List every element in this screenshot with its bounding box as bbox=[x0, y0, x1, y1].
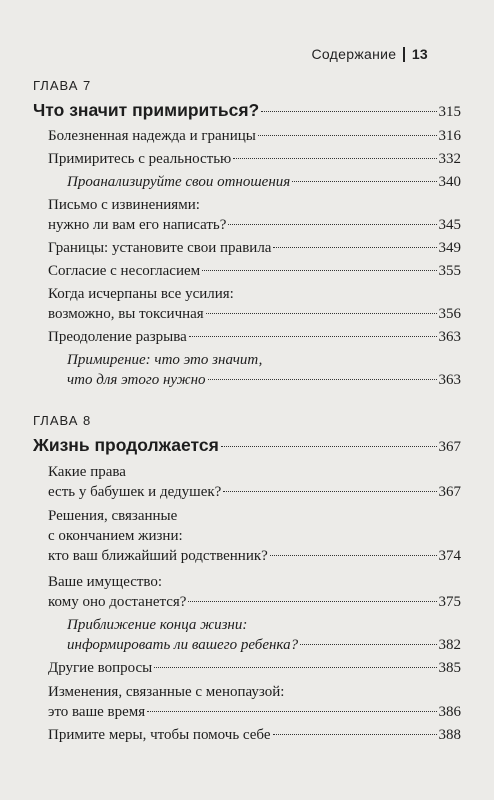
toc-entry bbox=[48, 261, 461, 281]
entry-text: Проанализируйте свои отношения bbox=[67, 174, 291, 190]
toc-entry bbox=[48, 658, 461, 678]
leader-dots bbox=[228, 224, 436, 225]
toc-entry bbox=[48, 572, 461, 612]
toc-subentry bbox=[67, 172, 461, 192]
leader-dots bbox=[292, 181, 436, 182]
entry-text: информировать ли вашего ребенка? bbox=[67, 637, 299, 653]
entry-text: с окончанием жизни: bbox=[48, 528, 183, 544]
entry-text: Согласие с несогласием bbox=[48, 263, 201, 279]
toc-subentry bbox=[67, 615, 461, 655]
chapter-8-title bbox=[33, 435, 461, 456]
entry-page: 382 bbox=[438, 637, 461, 653]
entry-text: Письмо с извинениями: bbox=[48, 197, 200, 213]
entry-page: 385 bbox=[438, 660, 461, 676]
entry-text: есть у бабушек и дедушек? bbox=[48, 484, 222, 500]
entry-text: Другие вопросы bbox=[48, 660, 153, 676]
leader-dots bbox=[188, 601, 436, 602]
toc-entry bbox=[48, 238, 461, 258]
toc-entry bbox=[48, 506, 461, 566]
entry-text: Изменения, связанные с менопаузой: bbox=[48, 684, 285, 700]
entry-page: 345 bbox=[438, 217, 461, 233]
entry-text: Примирение: что это значит, bbox=[67, 352, 263, 368]
header-separator bbox=[403, 47, 405, 62]
entry-page: 374 bbox=[438, 548, 461, 564]
entry-page: 340 bbox=[438, 174, 461, 190]
leader-dots bbox=[270, 555, 437, 556]
chapter-8-page: 367 bbox=[438, 439, 461, 455]
header-page-number: 13 bbox=[411, 46, 428, 62]
entry-page: 316 bbox=[438, 128, 461, 144]
chapter-7-title bbox=[33, 100, 461, 121]
entry-page: 386 bbox=[438, 704, 461, 720]
toc-entry bbox=[48, 284, 461, 324]
entry-text: Ваше имущество: bbox=[48, 574, 163, 590]
entry-text: кто ваш ближайший родственник? bbox=[48, 548, 268, 564]
entry-text: Примите меры, чтобы помочь себе bbox=[48, 727, 271, 743]
entry-page: 388 bbox=[438, 727, 461, 743]
toc-entry bbox=[48, 462, 461, 502]
leader-dots bbox=[202, 270, 436, 271]
entry-page: 375 bbox=[438, 594, 461, 610]
entry-page: 356 bbox=[438, 306, 461, 322]
running-header bbox=[311, 46, 428, 62]
entry-text: Когда исчерпаны все усилия: bbox=[48, 286, 234, 302]
entry-text: Границы: установите свои правила bbox=[48, 240, 272, 256]
entry-text: Болезненная надежда и границы bbox=[48, 128, 256, 144]
entry-page: 363 bbox=[438, 372, 461, 388]
toc-entry bbox=[48, 725, 461, 745]
leader-dots bbox=[154, 667, 436, 668]
leader-dots bbox=[273, 247, 436, 248]
leader-dots bbox=[233, 158, 436, 159]
chapter-8-label: ГЛАВА 8 bbox=[33, 413, 92, 428]
toc-entry bbox=[48, 126, 461, 146]
leader-dots bbox=[221, 446, 437, 447]
leader-dots bbox=[189, 336, 437, 337]
leader-dots bbox=[147, 711, 436, 712]
entry-page: 332 bbox=[438, 151, 461, 167]
entry-text: Приближение конца жизни: bbox=[67, 617, 248, 633]
entry-text: что для этого нужно bbox=[67, 372, 206, 388]
entry-text: возможно, вы токсичная bbox=[48, 306, 204, 322]
entry-text: Примиритесь с реальностью bbox=[48, 151, 232, 167]
entry-page: 355 bbox=[438, 263, 461, 279]
leader-dots bbox=[273, 734, 437, 735]
chapter-7-label: ГЛАВА 7 bbox=[33, 78, 92, 93]
toc-entry bbox=[48, 327, 461, 347]
toc-entry bbox=[48, 149, 461, 169]
entry-text: кому оно достанется? bbox=[48, 594, 187, 610]
toc-subentry bbox=[67, 350, 461, 390]
leader-dots bbox=[300, 644, 436, 645]
toc-entry bbox=[48, 195, 461, 235]
leader-dots bbox=[223, 491, 436, 492]
entry-page: 367 bbox=[438, 484, 461, 500]
entry-page: 363 bbox=[438, 329, 461, 345]
chapter-7-title-text: Что значит примириться? bbox=[33, 100, 260, 120]
leader-dots bbox=[258, 135, 437, 136]
toc-entry bbox=[48, 682, 461, 722]
leader-dots bbox=[208, 379, 437, 380]
entry-text: Решения, связанные bbox=[48, 508, 178, 524]
entry-text: нужно ли вам его написать? bbox=[48, 217, 227, 233]
chapter-7-page: 315 bbox=[438, 104, 461, 120]
leader-dots bbox=[261, 111, 436, 112]
header-section-title: Содержание bbox=[311, 46, 397, 62]
entry-text: Преодоление разрыва bbox=[48, 329, 187, 345]
entry-text: это ваше время bbox=[48, 704, 146, 720]
leader-dots bbox=[206, 313, 437, 314]
chapter-8-title-text: Жизнь продолжается bbox=[33, 435, 219, 455]
entry-page: 349 bbox=[438, 240, 461, 256]
entry-text: Какие права bbox=[48, 464, 126, 480]
